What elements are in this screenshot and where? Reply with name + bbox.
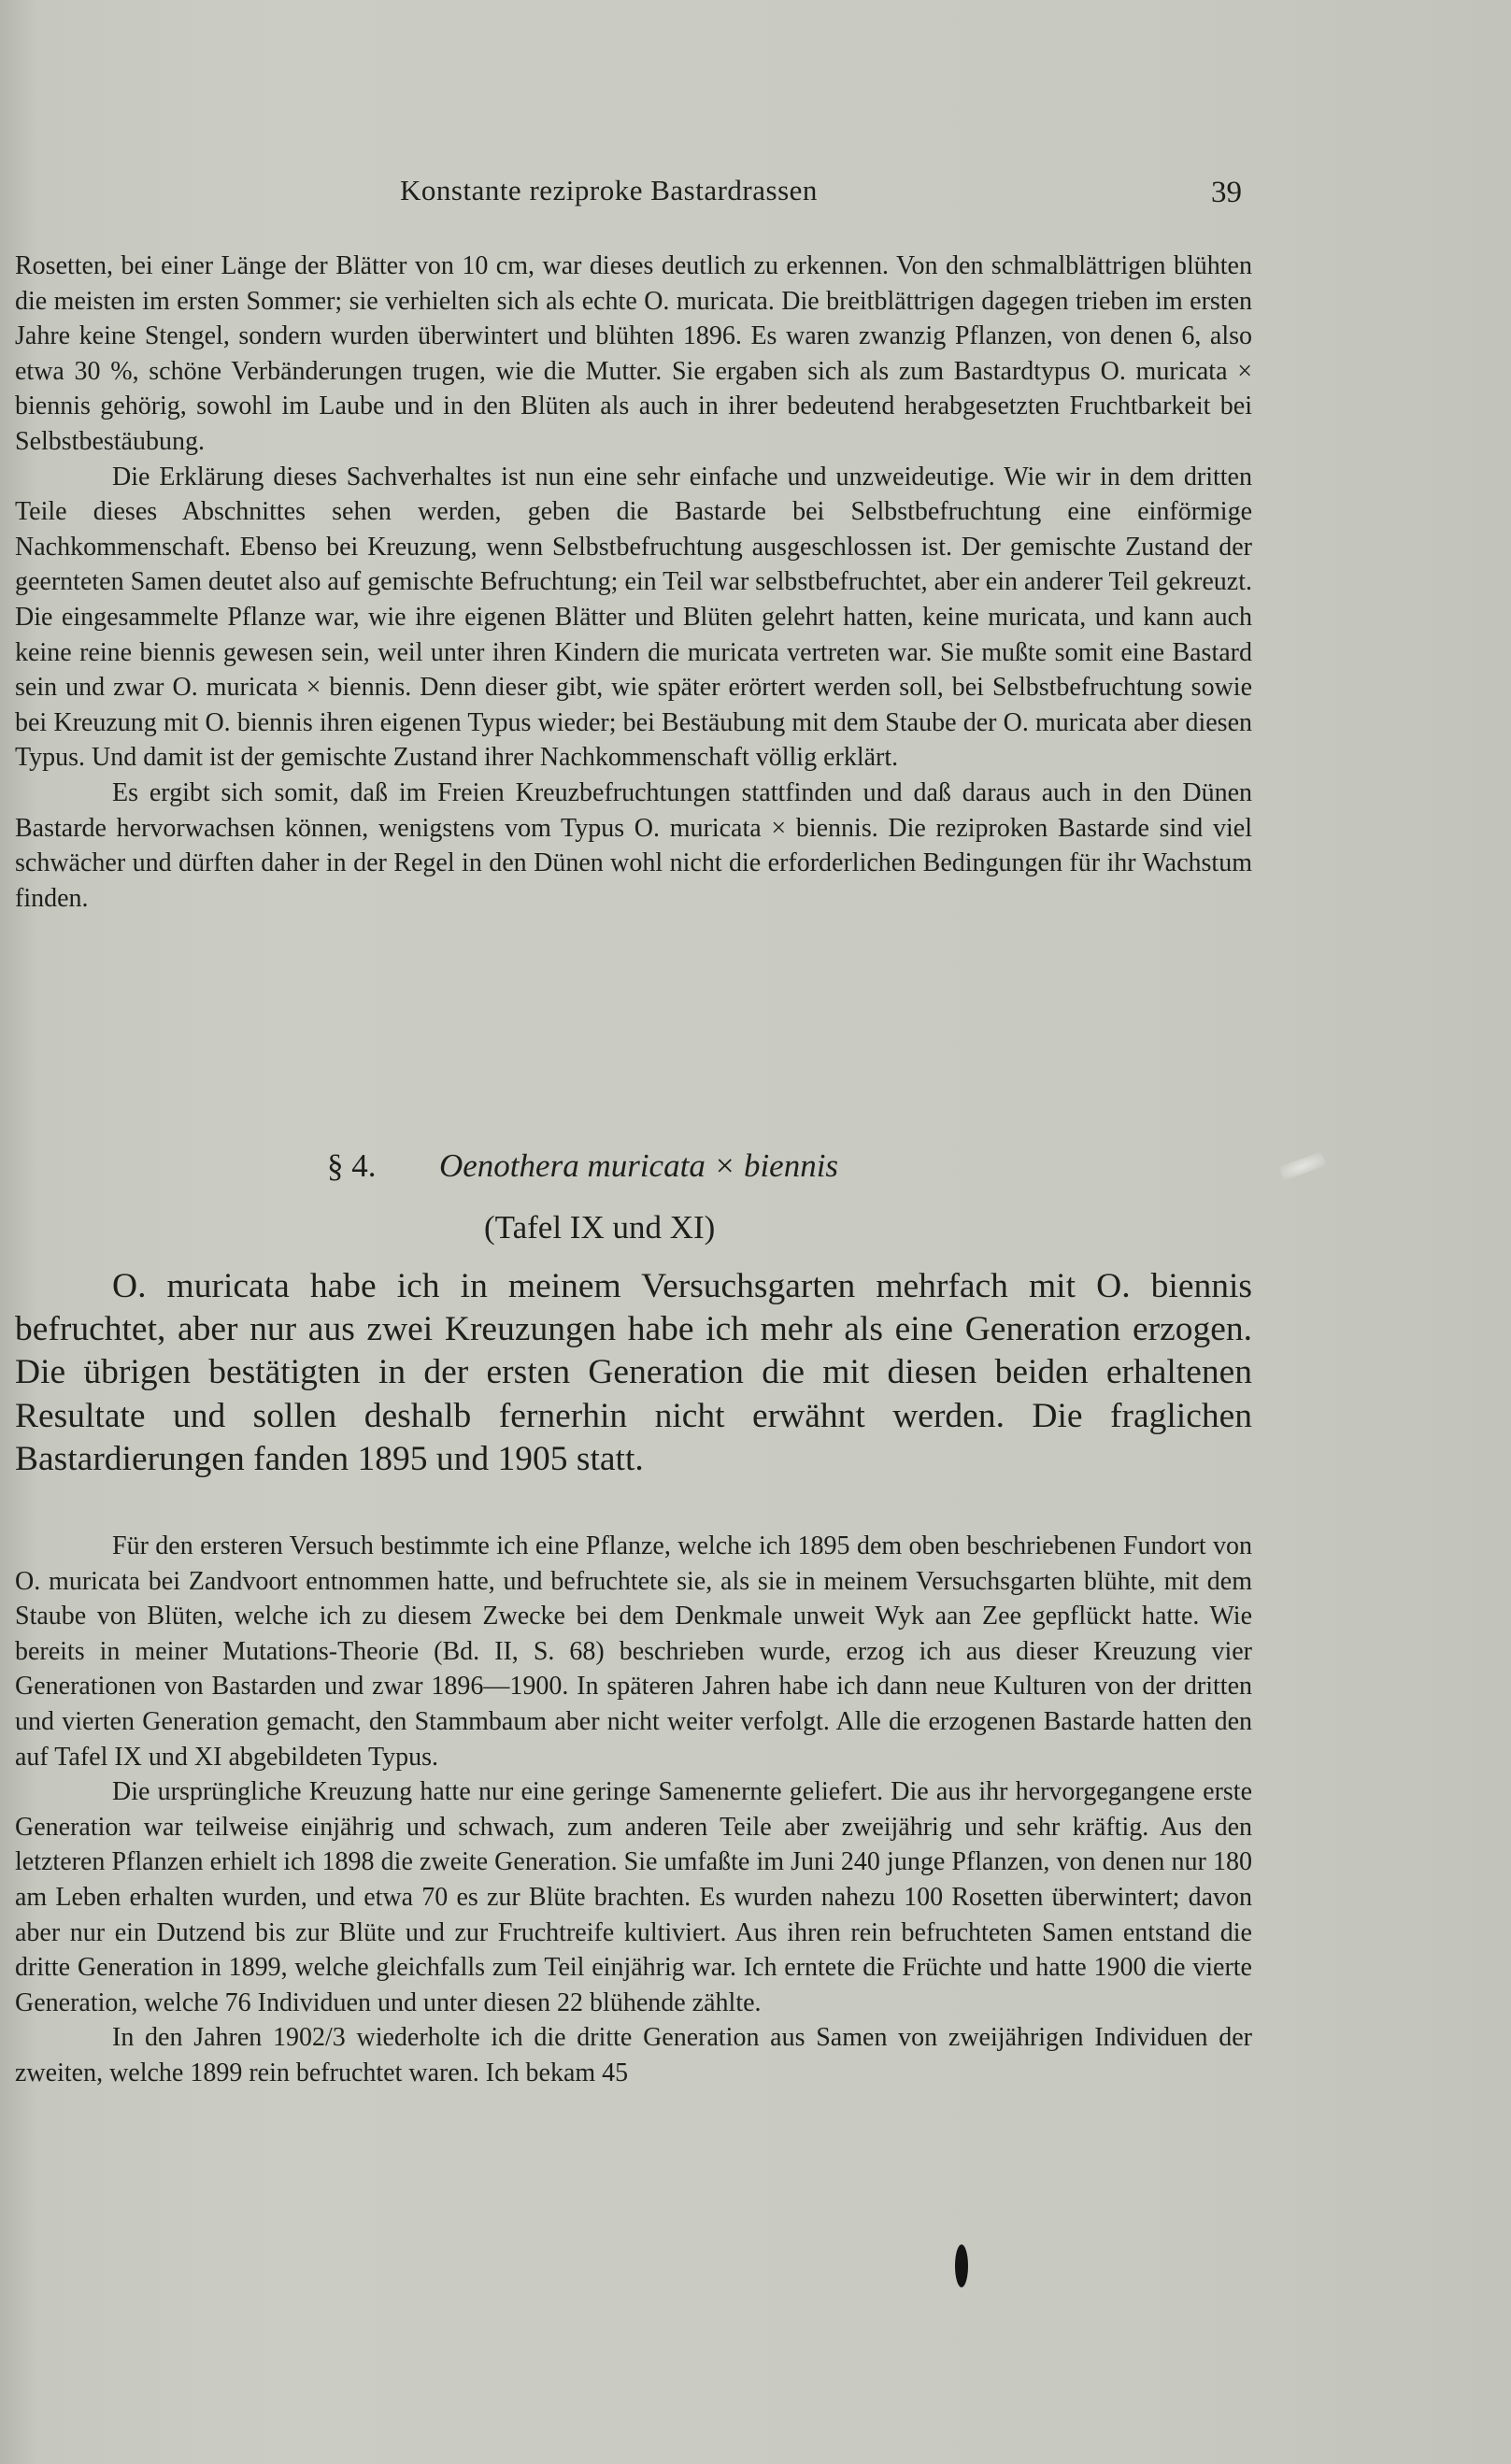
top-text-block: [15, 249, 1252, 916]
page-header: [0, 174, 1511, 215]
paragraph-first-experiment: Für den ersteren Versuch bestimmte ich eine Pflanze, welche ich 1895 dem oben beschriebenen Fundort von O. muricata bei Zandvoort entnommen hatte, und befruchtete sie, als sie in meinem Versuchsgarten blühte, mit dem Staube von Blüten, welche ich zu diesem Zwecke bei dem Denkmale unweit Wyk aan Zee gepflückt hatte. Wie bereits in meiner Mutations-Theorie (Bd. II, S. 68) beschrieben wurde, erzog ich aus dieser Kreuzung vier Generationen von Bastarden und zwar 1896—1900. In späteren Jahren habe ich dann neue Kulturen von der dritten und vierten Generation gemacht, den Stammbaum aber nicht weiter verfolgt. Alle die erzogenen Bastarde hatten den auf Tafel IX und XI abgebildeten Typus.: [15, 1531, 1252, 1772]
paragraph-continuation: Rosetten, bei einer Länge der Blätter von 10 cm, war dieses deutlich zu erkennen. Von den schmalblättrigen blühten die meisten im ersten Sommer; sie verhielten sich als echte O. muricata. Die breitblättrigen dagegen trieben im ersten Jahre keine Stengel, sondern wurden überwintert und blühten 1896. Es waren zwanzig Pflanzen, von denen 6, also etwa 30 %, schöne Verbänderungen trugen, wie die Mutter. Sie ergaben sich als zum Bastardtypus O. muricata × biennis gehörig, sowohl im Laube und in den Blüten als auch in ihrer bedeutend herabgesetzten Fruchtbarkeit bei Selbstbestäubung.: [15, 251, 1252, 456]
section-number: § 4.: [327, 1147, 377, 1184]
paragraph-repetition: In den Jahren 1902/3 wiederholte ich die dritte Generation aus Samen von zweijährigen Individuen der zweiten, welche 1899 rein befruchtet waren. Ich bekam 45: [15, 2023, 1252, 2087]
paragraph-intro: O. muricata habe ich in meinem Versuchsgarten mehrfach mit O. biennis befruchtet, aber nur aus zwei Kreuzungen habe ich mehr als eine Generation erzogen. Die übrigen bestätigten in der ersten Generation die mit diesen beiden erhaltenen Resultate und sollen deshalb fernerhin nicht erwähnt werden. Die fraglichen Bastardierungen fanden 1895 und 1905 statt.: [15, 1267, 1252, 1478]
bottom-text-block: [15, 1529, 1252, 2091]
intro-text-block: [15, 1265, 1252, 1481]
paragraph-generations: Die ursprüngliche Kreuzung hatte nur eine geringe Samenernte geliefert. Die aus ihr hervorgegangene erste Generation war teilweise einjährig und schwach, zum anderen Teile aber zweijährig und sehr kräftig. Aus den letzteren Pflanzen erhielt ich 1898 die zweite Generation. Sie umfaßte im Juni 240 junge Pflanzen, von denen nur 180 am Leben erhalten wurden, und etwa 70 es zur Blüte brachten. Es wurden nahezu 100 Rosetten überwintert; davon aber nur ein Dutzend bis zur Blüte und zur Fruchtreife kultiviert. Aus ihren rein befruchteten Samen entstand die dritte Generation in 1899, welche gleichfalls zum Teil einjährig war. Ich erntete die Früchte und hatte 1900 die vierte Generation, welche 76 Individuen und unter diesen 22 blühende zählte.: [15, 1777, 1252, 2017]
paragraph-explanation: Die Erklärung dieses Sachverhaltes ist nun eine sehr einfache und unzweideutige. Wie wir in dem dritten Teile dieses Abschnittes sehen werden, geben die Bastarde bei Selbstbefruchtung eine einförmige Nachkommenschaft. Ebenso bei Kreuzung, wenn Selbstbefruchtung ausgeschlossen ist. Der gemischte Zustand der geernteten Samen deutet also auf gemischte Befruchtung; ein Teil war selbstbefruchtet, aber ein anderer Teil gekreuzt. Die eingesammelte Pflanze war, wie ihre eigenen Blätter und Blüten gelehrt hatten, keine muricata, und kann auch keine reine biennis gewesen sein, weil unter ihren Kindern die muricata vertreten war. Sie mußte somit eine Bastard sein und zwar O. muricata × biennis. Denn dieser gibt, wie später erörtert werden soll, bei Selbstbefruchtung sowie bei Kreuzung mit O. biennis ihren eigenen Typus wieder; bei Bestäubung mit dem Staube der O. muricata aber diesen Typus. Und damit ist der gemischte Zustand ihrer Nachkommenschaft völlig erklärt.: [15, 462, 1252, 773]
ink-smudge: [955, 2244, 968, 2287]
paragraph-conclusion: Es ergibt sich somit, daß im Freien Kreuzbefruchtungen stattfinden und daß daraus auch in den Dünen Bastarde hervorwachsen können, wenigstens vom Typus O. muricata × biennis. Die reziproken Bastarde sind viel schwächer und dürften daher in der Regel in den Dünen wohl nicht die erforderlichen Bedingungen für ihr Wachstum finden.: [15, 777, 1252, 913]
page-number: 39: [1211, 176, 1242, 209]
running-title: Konstante reziproke Bastardrassen: [400, 174, 818, 207]
section-title: Oenothera muricata × biennis: [439, 1147, 839, 1184]
section-subtitle: (Tafel IX und XI): [484, 1209, 716, 1246]
